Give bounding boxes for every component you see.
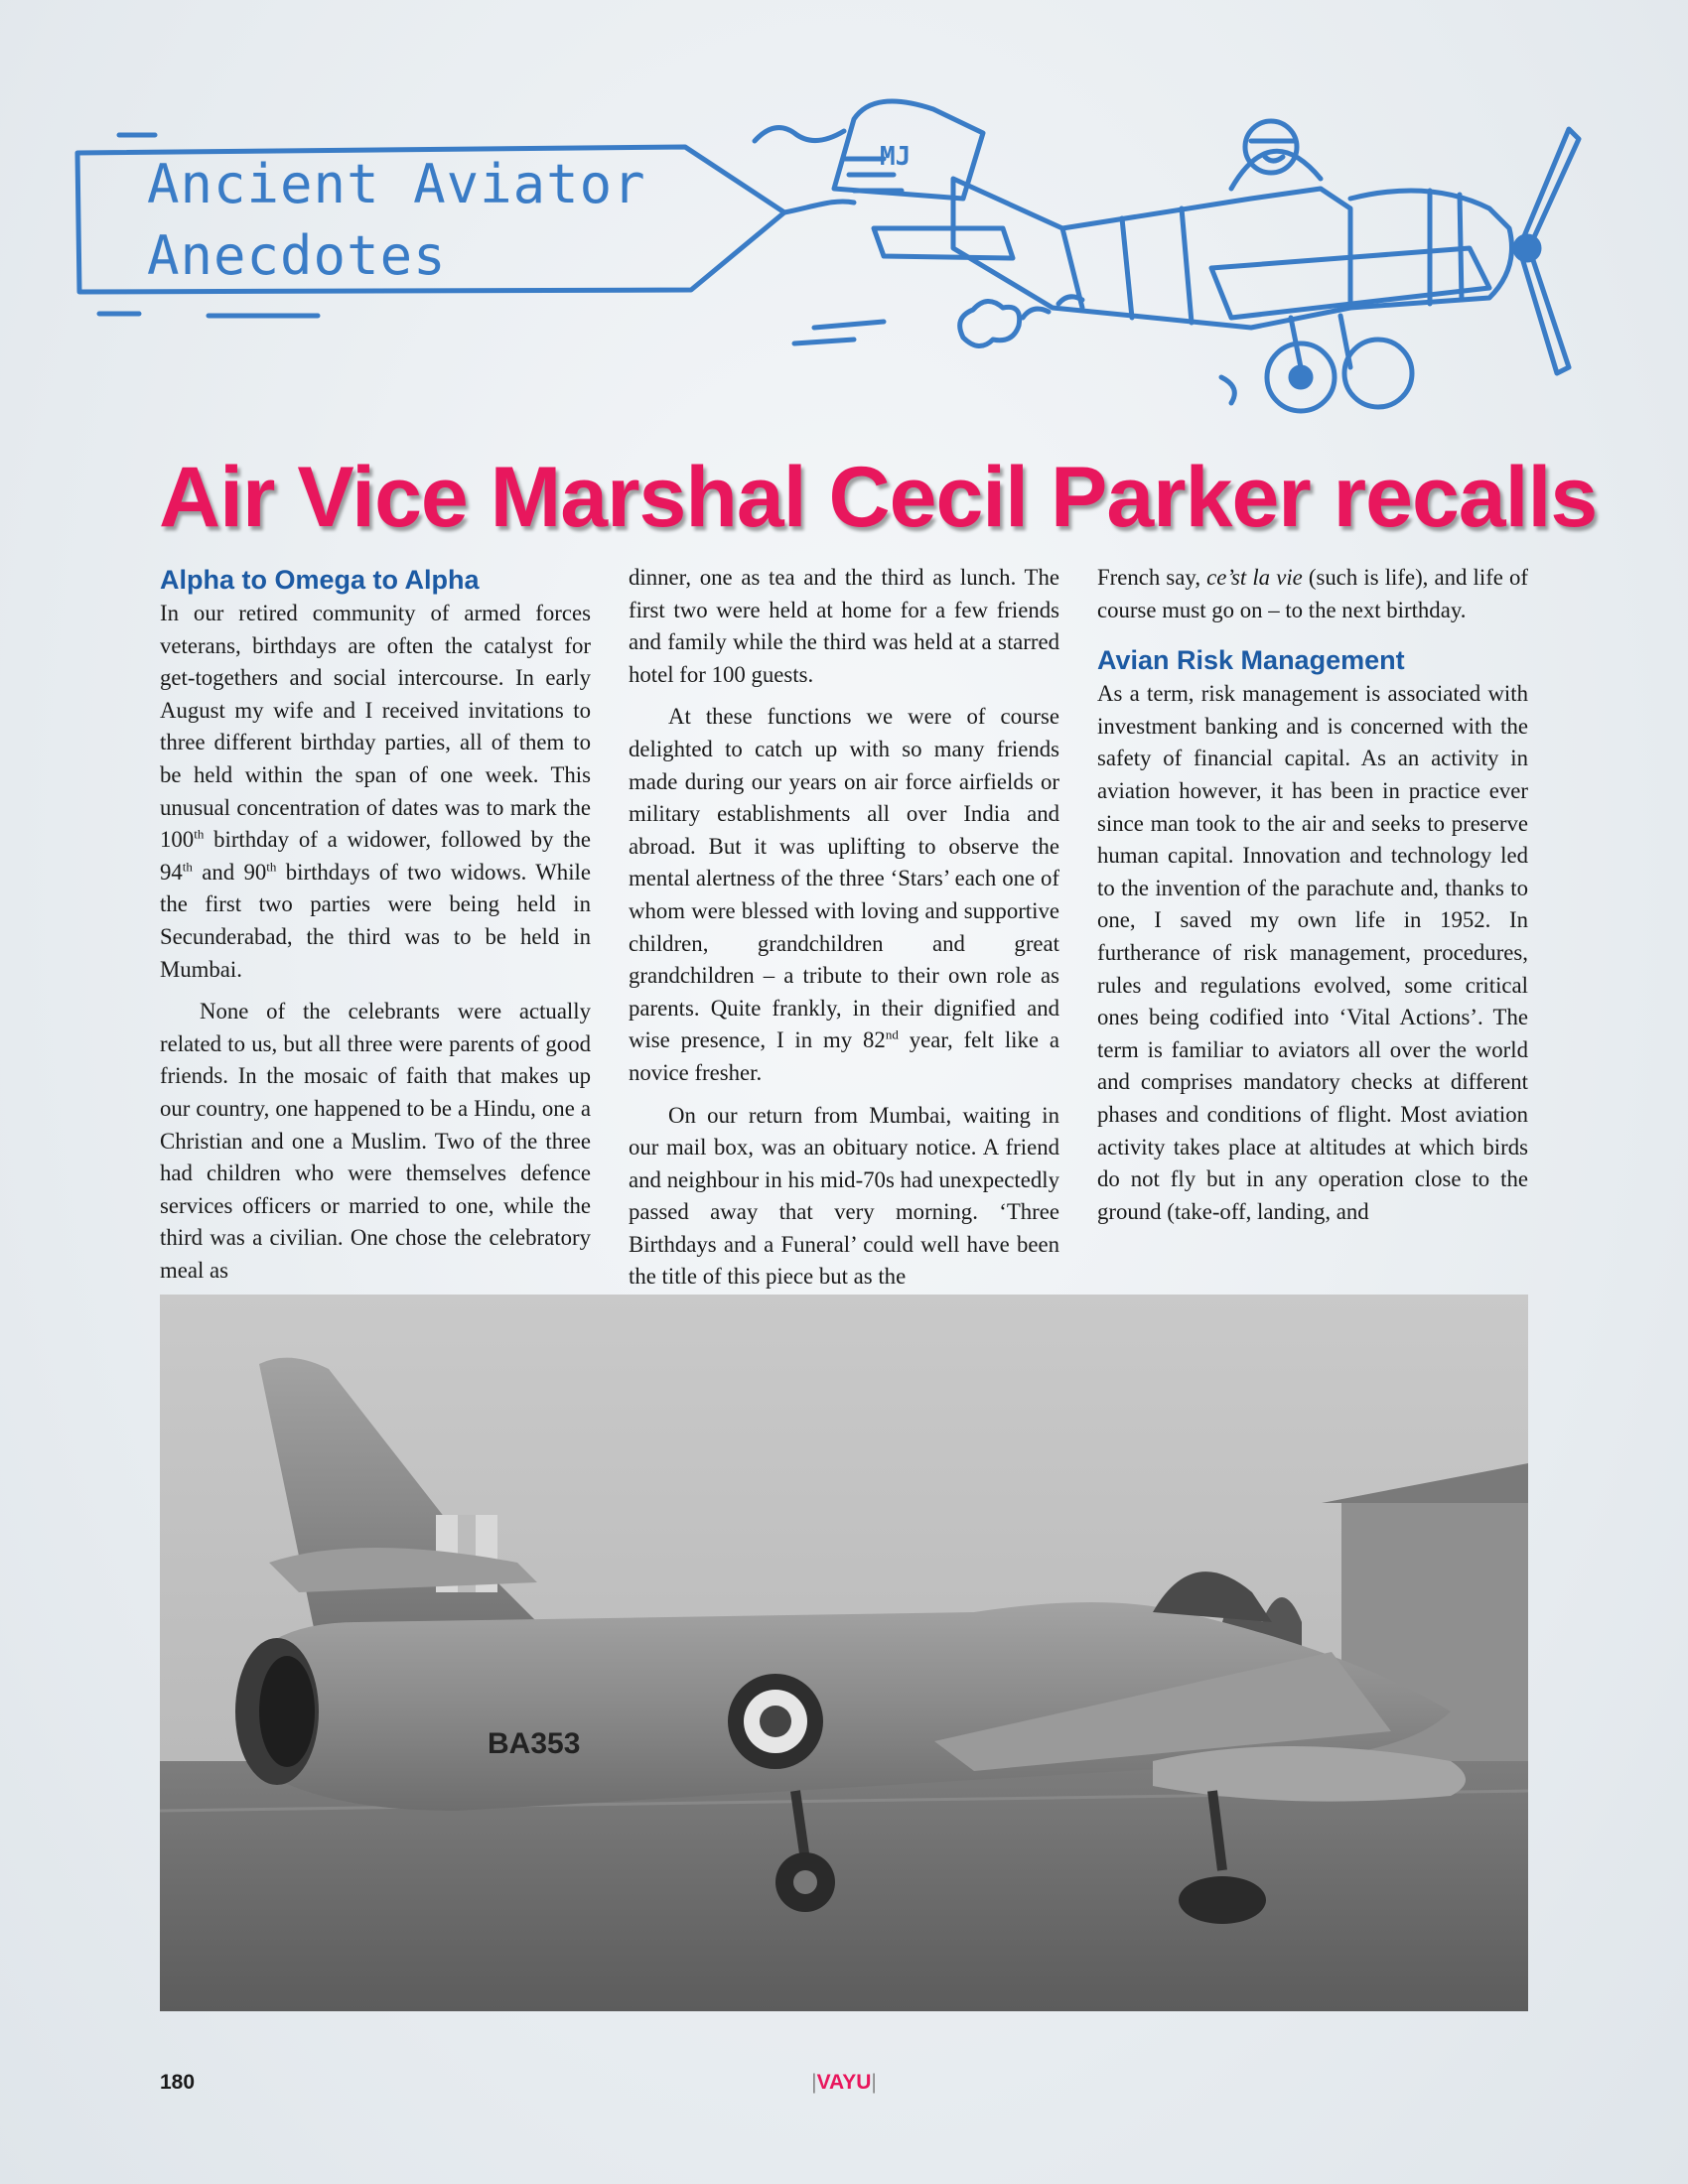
paragraph: dinner, one as tea and the third as lunch. The first two were held at home for a few friends and family while the third was held at a starred hotel for 100 guests. [629, 565, 1059, 687]
column-1 [160, 562, 591, 1287]
paragraph: French say, ce’st la vie (such is life), and life of course must go on – to the next birthday. [1097, 565, 1529, 622]
aircraft-photo-illustration [160, 1295, 1528, 2011]
paragraph: On our return from Mumbai, waiting in our mail box, was an obituary notice. A friend and neighbour in his mid-70s had unexpectedly passed away that very morning. ‘Three Birthdays and a Funeral’ could well have been the title of this piece but as the [629, 1102, 1059, 1290]
banner-line-2: Anecdotes [147, 224, 447, 287]
subheading-avian-risk: Avian Risk Management [1097, 645, 1405, 676]
subheading-alpha-to-omega: Alpha to Omega to Alpha [160, 565, 480, 595]
brand-name: VAYU [816, 2071, 872, 2094]
aircraft-serial: BA353 [488, 1727, 581, 1760]
article-headline: Air Vice Marshal Cecil Parker recalls [159, 450, 1598, 545]
banner-title [147, 149, 646, 292]
wheel-right [1344, 340, 1412, 407]
column-3 [1097, 562, 1528, 1228]
paragraph: None of the celebrants were actually related to us, but all three were parents of good friends. In the mosaic of faith that makes up our country, one happened to be a Hindu, one a Christian and one a Muslim. Two of the three had children who were themselves defence services officers or married to one, while the third was a civilian. One chose the celebratory meal as [160, 999, 591, 1283]
column-2 [629, 562, 1059, 1294]
paragraph: As a term, risk management is associated with investment banking and is concerned with the safety of financial capital. As an activity in aviation however, it has been in practice ever since man took to the air and seeks to preserve human capital. Innovation and technology led to the invention of the parachute and, thanks to one, I saved my own life in 1952. In furtherance of risk management, procedures, rules and regulations evolved, some critical ones being codified into ‘Vital Actions’. The term is familiar to aviators all over the world and comprises mandatory checks at different phases and conditions of flight. Most aviation activity takes place at altitudes at which birds do not fly but in any operation close to the ground (take-off, landing, and [1097, 681, 1528, 1224]
banner-line-1: Ancient Aviator [147, 153, 646, 215]
magazine-brand: |VAYU| [811, 2071, 877, 2094]
paragraph: In our retired community of armed forces veterans, birthdays are often the catalyst for get-togethers and social intercourse. In early August my wife and I received invitations to three different birthday parties, all of them to be held within the span of one week. This unusual concentration of dates was to mark the 100th birthday of a widower, followed by the 94th and 90th birthdays of two widows. While the first two parties were being held in Secunderabad, the third was to be held in Mumbai. [160, 601, 591, 982]
page-number: 180 [160, 2071, 196, 2094]
pilot-head [1245, 121, 1297, 173]
paragraph: At these functions we were of course delighted to catch up with so many friends made during our years on air force airfields or military establishments all over India and abroad. But it was uplifting to observe the mental alertness of the three ‘Stars’ each one of whom were blessed with loving and supportive children, grandchildren and great grandchildren – a tribute to their own role as parents. Quite frankly, in their dignified and wise presence, I in my 82nd year, felt like a novice fresher. [629, 704, 1059, 1085]
plane-marking: MJ [880, 142, 912, 172]
aircraft-photo [160, 1295, 1528, 2011]
tow-line [784, 202, 854, 212]
